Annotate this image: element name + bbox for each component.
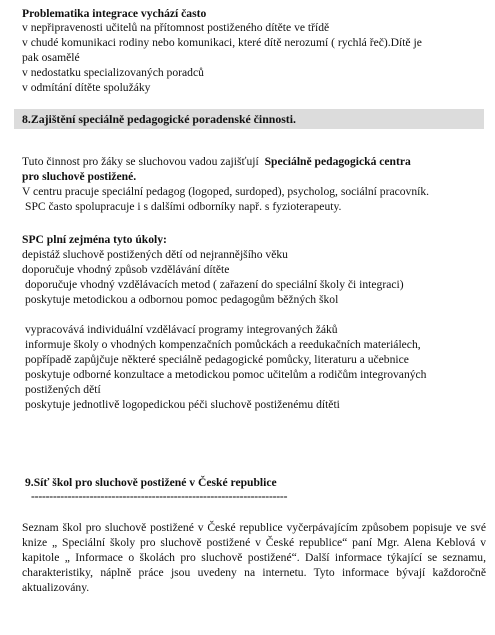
problem-item: v nepřipravenosti učitelů na přítomnost postiženého dítěte ve třídě: [22, 21, 330, 34]
section-9-rule: ----------------------------------------------------------------------: [31, 490, 288, 503]
intro-line-1-text: Tuto činnost pro žáky se sluchovou vadou zajišťují: [22, 155, 262, 168]
spc-task-item: vypracovává individuální vzdělávací programy integrovaných žáků: [25, 323, 338, 336]
spc-task-item: informuje školy o vhodných kompenzačních pomůckách a reedukačních materiálech,: [25, 338, 421, 351]
spc-name: Speciálně pedagogická centra: [264, 155, 411, 168]
spc-task-item-continued: postižených dětí: [25, 383, 101, 396]
closing-paragraph: Seznam škol pro sluchově postižené v České republice vyčerpávajícím způsobem popisuje ve své knize „ Speciální školy pro sluchově postižené v České republice“ paní Mgr. Alena Keblová v kapitole „ Informace o školách pro sluchově postižené“. Další informace týkající se seznamu, charakteristiky, náplně práce jsou uvedeny na internetu. Tyto informace bývají každoročně aktualizovány.: [22, 521, 486, 594]
section-9-title: 9.Síť škol pro sluchově postižené v České republice: [25, 476, 277, 489]
spc-task-item: doporučuje vhodný vzdělávacích metod ( zařazení do speciální školy či integraci): [25, 278, 404, 291]
spc-task-item: poskytuje jednotlivě logopedickou péči sluchově postiženému dítěti: [25, 398, 340, 411]
problem-item: v chudé komunikaci rodiny nebo komunikaci, které dítě nerozumí ( rychlá řeč).Dítě je: [22, 36, 422, 49]
problem-item: v nedostatku specializovaných poradců: [22, 66, 204, 79]
section-8-title: 8.Zajištění speciálně pedagogické poradenské činnosti.: [22, 112, 296, 126]
intro-line-3: V centru pracuje speciální pedagog (logoped, surdoped), psycholog, sociální pracovník.: [22, 185, 430, 198]
intro-line-4: SPC často spolupracuje i s dalšími odborníky např. s fyzioterapeuty.: [25, 200, 342, 213]
intro-line-1: [22, 155, 411, 169]
spc-task-item: popřípadě zapůjčuje některé speciálně pedagogické pomůcky, literaturu a učebnice: [25, 353, 409, 366]
spc-task-item: doporučuje vhodný způsob vzdělávání dítěte: [22, 263, 230, 276]
problem-item: v odmítání dítěte spolužáky: [22, 81, 151, 94]
spc-task-item: poskytuje metodickou a odbornou pomoc pedagogům běžných škol: [25, 293, 339, 306]
intro-line-2: pro sluchově postižené.: [22, 170, 137, 183]
spc-task-item: poskytuje odborné konzultace a metodickou pomoc učitelům a rodičům integrovaných: [25, 368, 427, 381]
problems-heading: Problematika integrace vychází často: [22, 7, 207, 20]
spc-tasks-heading: SPC plní zejména tyto úkoly:: [22, 233, 167, 246]
problem-item-continued: pak osamělé: [22, 51, 80, 64]
section-8-header: [14, 109, 484, 129]
spc-task-item: depistáž sluchově postižených dětí od nejrannějšího věku: [22, 248, 288, 261]
